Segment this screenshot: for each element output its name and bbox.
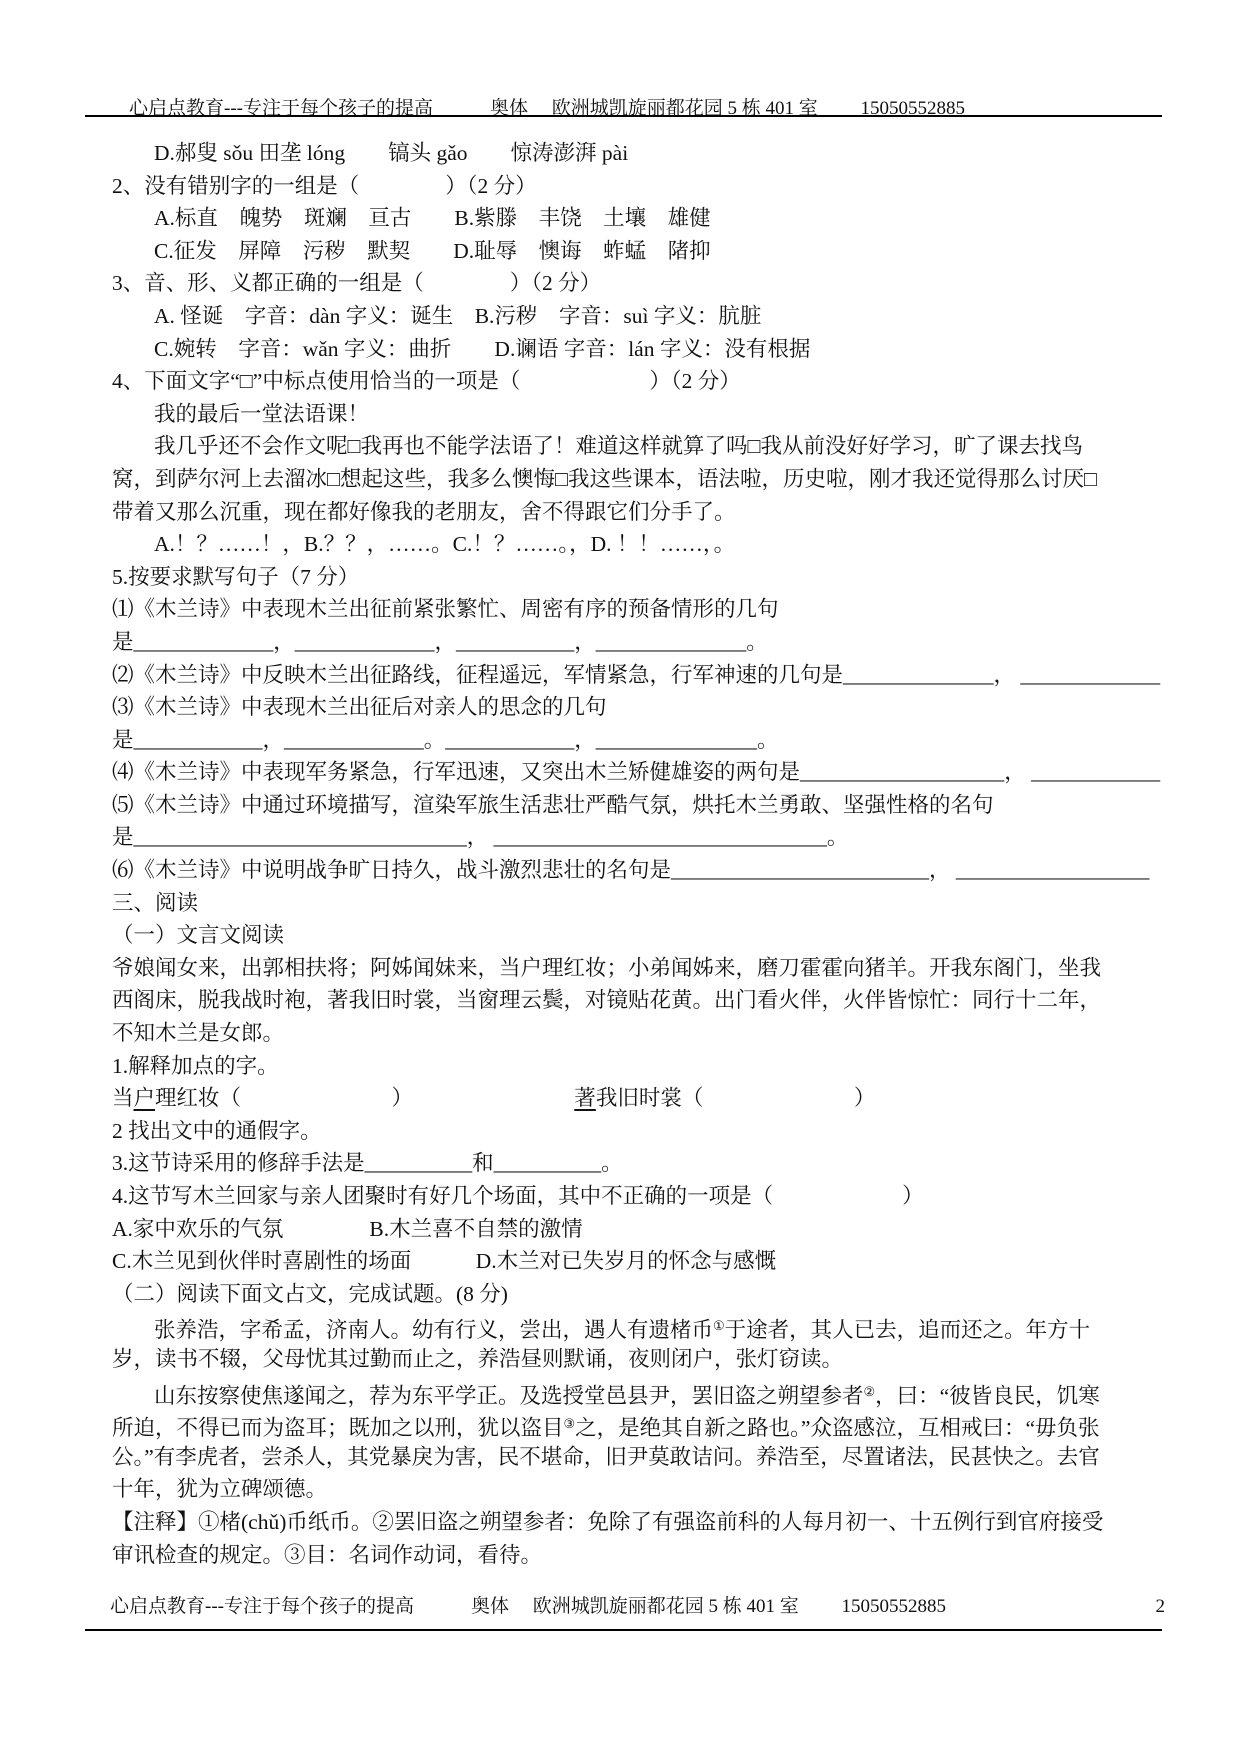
text-line: 窝，到萨尔河上去溜冰□想起这些，我多么懊悔□我这些课本，语法啦，历史啦，刚才我还觉得那么讨厌□: [112, 466, 1097, 491]
text-line: [112, 1376, 1168, 1409]
text-line: [112, 1082, 1168, 1115]
text-line: C.征发 屏障 污秽 默契 D.耻辱 懊诲 蚱蜢 陼抑: [154, 238, 711, 263]
text-line: （一）文言文阅读: [112, 923, 285, 948]
text-line: 是_____________，_____________，___________，______________。: [112, 629, 768, 654]
text-line: ⑹《木兰诗》中说明战争旷日持久，战斗激烈悲壮的名句是________________________， __________________: [112, 858, 1150, 883]
text-segment: 我旧时裳（ ）: [595, 1086, 876, 1111]
text-line: 2 找出文中的通假字。: [112, 1118, 322, 1143]
footer-text: 心启点教育---专注于每个孩子的提高 奥体 欧洲城凯旋丽都花园 5 栋 401 室 15050552885: [110, 1596, 946, 1617]
header-rule: [85, 115, 1162, 117]
text-line: 【注释】①楮(chǔ)币纸币。②罢旧盗之朔望参者：免除了有强盗前科的人每月初一、十五例行到官府接受: [112, 1509, 1104, 1534]
note-ref: ②: [863, 1383, 876, 1399]
text-line: ⑷《木兰诗》中表现军务紧急，行军迅速，又突出木兰矫健雄姿的两句是___________________， ____________: [112, 760, 1161, 785]
text-line: 三、阅读: [112, 890, 199, 915]
text-line: A.标直 魄势 斑斓 亘古 B.紫滕 丰饶 土壤 雄健: [154, 206, 711, 231]
text-line: 十年，犹为立碑颂德。: [112, 1477, 328, 1502]
text-line: 我几乎还不会作文呢□我再也不能学法语了！难道这样就算了吗□我从前没好好学习，旷了课去找鸟: [154, 434, 1083, 459]
text-line: 2、没有错别字的一组是（ ）（2 分）: [112, 173, 537, 198]
text-line: 4、下面文字“□”中标点使用恰当的一项是（ ）（2 分）: [112, 369, 741, 394]
text-line: 1.解释加点的字。: [112, 1053, 279, 1078]
text-line: 审讯检查的规定。③目：名词作动词，看待。: [112, 1542, 543, 1567]
text-segment: 之，是绝其自新之路也。”众盗感泣，互相戒曰：“毋负张: [575, 1416, 1100, 1441]
page-header: [110, 71, 1163, 142]
text-line: C.婉转 字音：wǎn 字义：曲折 D.谰语 字音：lán 字义：没有根据: [154, 336, 811, 361]
text-line: 3、音、形、义都正确的一组是（ ）（2 分）: [112, 271, 602, 296]
text-segment: 当: [112, 1086, 134, 1111]
text-line: A.！？……！，B.？？，……。C.！？……。，D. ！！……，。: [154, 532, 736, 557]
text-segment: ，曰：“彼皆良民，饥寒: [875, 1383, 1100, 1408]
annotated-char: 户: [133, 1086, 156, 1111]
annotated-char: 著: [574, 1086, 596, 1111]
text-line: 4.这节写木兰回家与亲人团聚时有好几个场面，其中不正确的一项是（ ）: [112, 1184, 924, 1208]
text-line: ⑸《木兰诗》中通过环境描写，渲染军旅生活悲壮严酷气氛，烘托木兰勇敢、坚强性格的名句: [112, 792, 994, 817]
text-line: D.郝叟 sǒu 田垄 lóng 镐头 gǎo 惊涛澎湃 pài: [154, 141, 629, 165]
text-segment: 所迫，不得已而为盗耳；既加之以刑，犹以盗目: [112, 1416, 564, 1441]
text-line: A.家中欢乐的气氛 B.木兰喜不自禁的激情: [112, 1216, 583, 1241]
page-number: 2: [1155, 1596, 1165, 1617]
text-line: 爷娘闻女来，出郭相扶将；阿姊闻妹来，当户理红妆；小弟闻姊来，磨刀霍霍向猪羊。开我东阁门，坐我: [112, 955, 1102, 980]
note-ref: ③: [563, 1416, 576, 1432]
text-line: 是____________，_____________。____________，_______________。: [112, 727, 779, 752]
page-footer: [110, 1591, 1165, 1618]
text-segment: 于途者，其人已去，追而还之。年方十: [724, 1318, 1091, 1343]
text-line: ⑵《木兰诗》中反映木兰出征路线，征程遥远，军情紧急，行军神速的几句是______________， _____________: [112, 662, 1161, 687]
text-segment: 山东按察使焦遂闻之，荐为东平学正。及选授堂邑县尹，罢旧盗之朔望参者: [154, 1383, 864, 1408]
text-line: [112, 1310, 1168, 1343]
text-segment: 张养浩，字希孟，济南人。幼有行义，尝出，遇人有遗楮币: [154, 1318, 714, 1343]
document-body: [112, 137, 1168, 1571]
text-line: 5.按要求默写句子（7 分）: [112, 564, 360, 589]
text-line: 带着又那么沉重，现在都好像我的老朋友，舍不得跟它们分手了。: [112, 499, 736, 524]
header-text: 心启点教育---专注于每个孩子的提高 奥体 欧洲城凯旋丽都花园 5 栋 401 室 15050552885: [129, 98, 965, 119]
note-ref: ①: [713, 1318, 725, 1334]
text-line: （二）阅读下面文占文，完成试题。(8 分): [112, 1281, 508, 1306]
text-line: ⑴《木兰诗》中表现木兰出征前紧张繁忙、周密有序的预备情形的几句: [112, 597, 779, 622]
text-line: A. 怪诞 字音：dàn 字义：诞生 B.污秽 字音：suì 字义：肮脏: [154, 303, 762, 328]
text-line: 我的最后一堂法语课！: [154, 401, 370, 426]
text-line: 岁，读书不辍，父母忧其过勤而止之，养浩昼则默诵，夜则闭户，张灯窃读。: [112, 1346, 844, 1371]
text-line: ⑶《木兰诗》中表现木兰出征后对亲人的思念的几句: [112, 695, 607, 720]
text-line: 是_______________________________， _______________________________。: [112, 825, 849, 850]
text-line: 公。”有李虎者，尝杀人，其党暴戾为害，民不堪命，旧尹莫敢诘问。养浩至，尽置诸法，民甚快之。去官: [112, 1444, 1100, 1469]
footer-rule: [85, 1629, 1162, 1631]
text-line: 3.这节诗采用的修辞手法是__________和__________。: [112, 1151, 623, 1176]
text-line: C.木兰见到伙伴时喜剧性的场面 D.木兰对已失岁月的怀念与感慨: [112, 1249, 777, 1274]
text-line: 不知木兰是女郎。: [112, 1021, 285, 1046]
text-line: [112, 1408, 1168, 1441]
text-line: 西阁床，脱我战时袍，著我旧时裳，当窗理云鬓，对镜贴花黄。出门看火伴，火伴皆惊忙：同行十二年，: [112, 988, 1102, 1013]
text-segment: 理红妆（ ）: [155, 1086, 575, 1111]
